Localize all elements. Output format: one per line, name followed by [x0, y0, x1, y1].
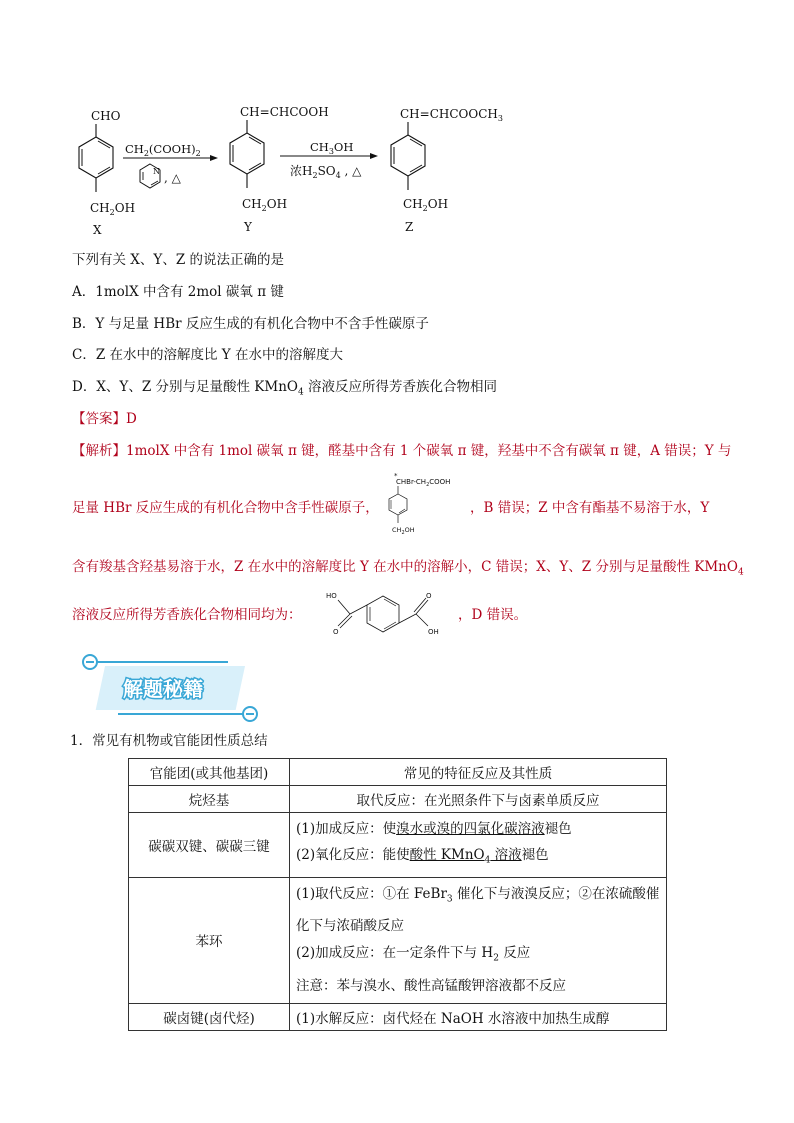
y-bottom-group: $CH_2OH$	[242, 197, 288, 213]
analysis-line-2b: ，B 错误；Z 中含有酯基不易溶于水，Y	[470, 500, 710, 516]
x-top-group: CHO	[91, 109, 121, 123]
svg-text:CHBr-CH2COOH: CHBr-$CH_2COOH$	[396, 478, 451, 488]
analysis-line-3: 含有羧基含羟基易溶于水，Z 在水中的溶解度比 Y 在水中的溶解小，C 错误；X、Y、Z 分别与足量酸性 KMnO$_4$	[72, 559, 744, 578]
analysis-line-4a: 溶液反应所得芳香族化合物相同均为：	[72, 607, 302, 623]
props-cell: (1)水解反应：卤代烃在 NaOH 水溶液中加热生成醇	[290, 1004, 667, 1031]
svg-text:N: N	[153, 167, 160, 176]
prop-line: (2)氧化反应：能使酸性 KMnO$_4$ 溶液褪色	[296, 847, 549, 866]
z-label: Z	[405, 220, 414, 234]
compound-x	[79, 109, 135, 237]
group-cell: 碳碳双键、碳碳三键	[129, 813, 290, 878]
question-stem: 下列有关 X、Y、Z 的说法正确的是	[72, 252, 284, 268]
group-cell: 碳卤键(卤代烃)	[129, 1004, 290, 1031]
option-a: A．1molX 中含有 2mol 碳氧 π 键	[72, 284, 284, 300]
analysis-line-2a: 足量 HBr 反应生成的有机化合物中含手性碳原子，	[72, 500, 379, 516]
answer-value: D	[126, 411, 137, 427]
reaction-scheme	[60, 100, 540, 240]
table-header-row	[129, 759, 667, 786]
x-label: X	[93, 223, 102, 237]
arrow1-reagent: $CH_2(COOH)_2$	[125, 142, 201, 158]
arrow-2	[280, 140, 378, 180]
analysis-text-1: 1molX 中含有 1mol 碳氧 π 键，醛基中含有 1 个碳氧 π 键，羟基中不含有碳氧 π 键，A 错误；Y 与	[126, 443, 732, 459]
answer-line	[72, 411, 137, 427]
answer-label: 【答案】	[72, 411, 126, 427]
table-row	[129, 877, 667, 1003]
group-cell: 苯环	[129, 877, 290, 1003]
properties-table	[128, 758, 667, 1031]
props-cell	[290, 813, 667, 878]
prop-line: 注意：苯与溴水、酸性高锰酸钾溶液都不反应	[296, 978, 566, 995]
y-label: Y	[244, 220, 252, 234]
svg-text:CH2OH: $CH_2OH$	[392, 526, 415, 536]
tips-banner	[78, 652, 268, 722]
hbr-product-structure	[380, 472, 470, 544]
analysis-line-4b: ，D 错误。	[458, 607, 528, 623]
arrow2-reagent: $CH_3OH$	[310, 140, 354, 156]
table-row	[129, 1004, 667, 1031]
compound-y	[230, 105, 329, 234]
arrow-1	[123, 142, 218, 188]
analysis-line-1	[72, 443, 731, 459]
banner-text: 解题秘籍	[123, 677, 203, 701]
terephthalic-acid-structure	[308, 586, 458, 638]
option-d: D．X、Y、Z 分别与足量酸性 KMnO$_4$ 溶液反应所得芳香族化合物相同	[72, 379, 498, 398]
analysis-label: 【解析】	[72, 443, 126, 459]
prop-line: 化下与浓硝酸反应	[296, 918, 404, 935]
prop-line: (1)加成反应：使溴水或溴的四氯化碳溶液褪色	[296, 821, 572, 837]
option-b: B．Y 与足量 HBr 反应生成的有机化合物中不含手性碳原子	[72, 316, 429, 332]
svg-text:O: O	[426, 592, 432, 600]
z-bottom-group: $CH_2OH$	[403, 197, 449, 213]
option-c: C．Z 在水中的溶解度比 Y 在水中的溶解度大	[72, 347, 343, 363]
z-top-group: $CH=CHCOOCH_3$	[400, 107, 503, 123]
section-title: 1．常见有机物或官能团性质总结	[70, 733, 268, 749]
arrow2-condition: 浓$H_2SO_4$ , △	[290, 164, 362, 180]
compound-z	[391, 107, 503, 234]
y-top-group: CH=CHCOOH	[240, 105, 329, 119]
table-header-props: 常见的特征反应及其性质	[290, 759, 667, 786]
table-row	[129, 786, 667, 813]
group-cell: 烷烃基	[129, 786, 290, 813]
svg-text:*: *	[394, 472, 398, 480]
x-bottom-group: $CH_2OH$	[90, 201, 136, 217]
table-row	[129, 813, 667, 878]
svg-text:O: O	[333, 628, 339, 636]
props-cell: 取代反应：在光照条件下与卤素单质反应	[290, 786, 667, 813]
props-cell	[290, 877, 667, 1003]
svg-text:HO: HO	[326, 592, 337, 600]
table-header-group: 官能团(或其他基团)	[129, 759, 290, 786]
arrow1-condition: , △	[164, 171, 181, 185]
prop-line: (1)取代反应：①在 FeBr$_3$ 催化下与液溴反应；②在浓硫酸催	[296, 885, 660, 905]
svg-text:OH: OH	[428, 628, 439, 636]
prop-line: (2)加成反应：在一定条件下与 $H_2$ 反应	[296, 945, 531, 965]
